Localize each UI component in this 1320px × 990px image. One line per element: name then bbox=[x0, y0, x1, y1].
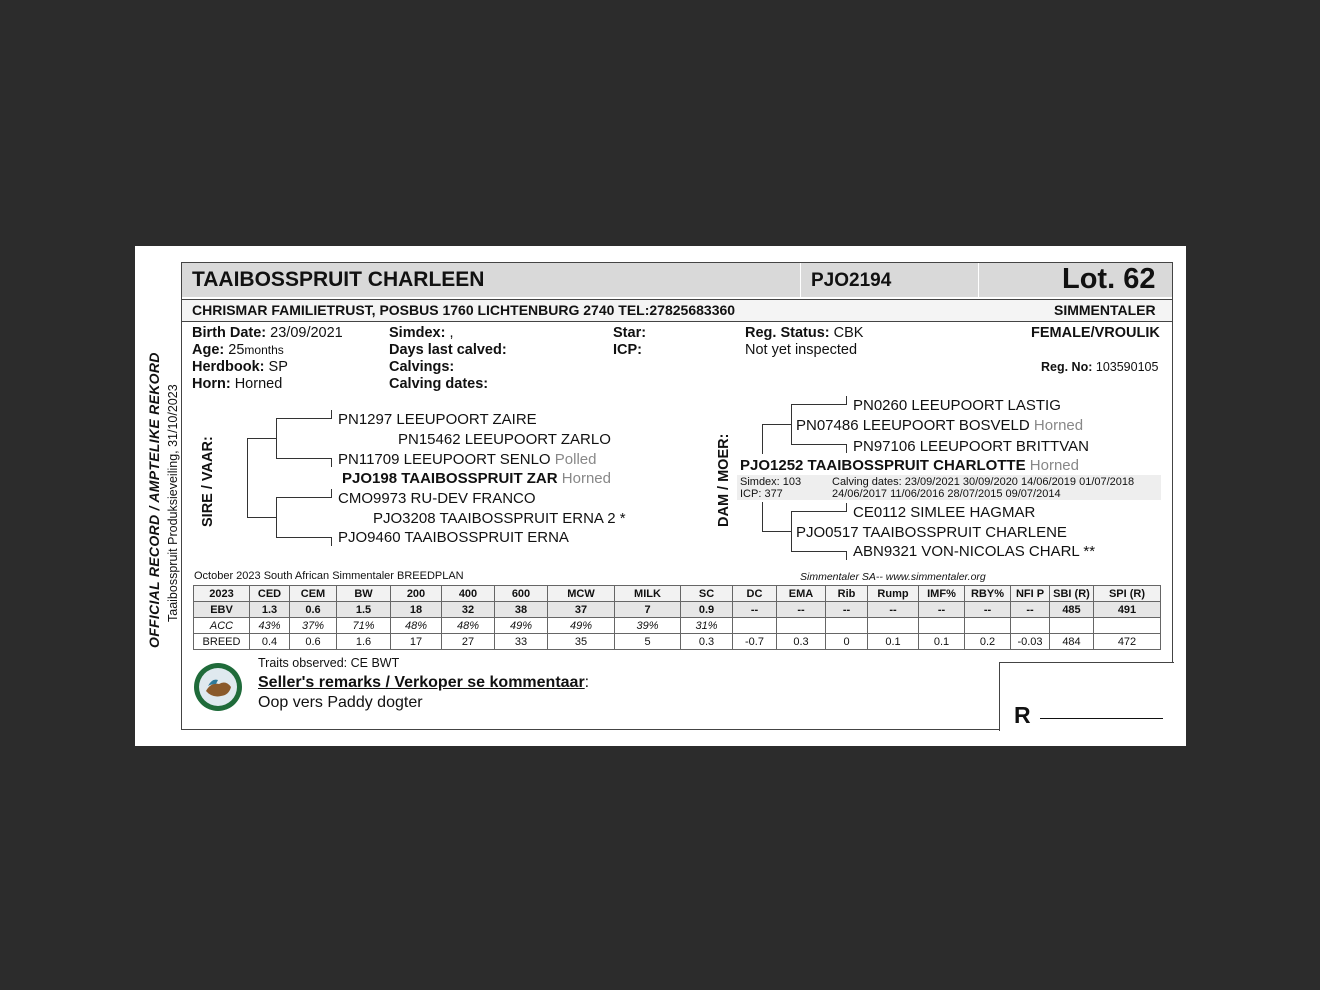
breed-cell: 0.4 bbox=[250, 634, 290, 650]
ebv-cell: -- bbox=[1011, 602, 1050, 618]
dam-calving-dates-1: Calving dates: 23/09/2021 30/09/2020 14/06/2019 01/07/2018 bbox=[832, 476, 1135, 488]
acc-cell: 31% bbox=[681, 618, 733, 634]
ebv-cell: 7 bbox=[615, 602, 681, 618]
herdbook-value: SP bbox=[268, 359, 288, 375]
age-unit: months bbox=[244, 343, 284, 357]
pedigree-line bbox=[247, 517, 276, 518]
breed-cell: 484 bbox=[1050, 634, 1094, 650]
pedigree-line bbox=[331, 489, 332, 498]
ebv-cell: 1.5 bbox=[337, 602, 391, 618]
acc-cell bbox=[1011, 618, 1050, 634]
dam-sire-dam: PN97106 LEEUPOORT BRITTVAN bbox=[853, 438, 1089, 455]
pedigree-line bbox=[846, 503, 847, 512]
pedigree-line bbox=[846, 551, 847, 560]
acc-cell: 43% bbox=[250, 618, 290, 634]
pedigree-line bbox=[276, 458, 332, 459]
sire-label: SIRE / VAAR: bbox=[200, 436, 216, 527]
pedigree-line bbox=[247, 438, 276, 439]
headers-cell: Rib bbox=[826, 586, 868, 602]
pedigree-line bbox=[331, 537, 332, 546]
simdex bbox=[389, 325, 453, 341]
horn bbox=[192, 376, 282, 392]
breed-cell: 17 bbox=[391, 634, 442, 650]
dam-sire bbox=[796, 417, 1083, 434]
sire-dam-sire: CMO9973 RU-DEV FRANCO bbox=[338, 490, 536, 507]
ebv-cell: 0.6 bbox=[290, 602, 337, 618]
reg-status bbox=[745, 325, 863, 341]
pedigree-line bbox=[331, 410, 332, 419]
pedigree-line bbox=[762, 531, 791, 532]
dam bbox=[740, 457, 1079, 474]
ebv-cell: -- bbox=[965, 602, 1011, 618]
dam-simdex: Simdex: 103 bbox=[740, 476, 802, 488]
ebv-cell: -- bbox=[733, 602, 777, 618]
price-blank-line[interactable] bbox=[1040, 718, 1163, 719]
icp-label: ICP: bbox=[613, 342, 642, 358]
acc-cell: 71% bbox=[337, 618, 391, 634]
pedigree-line bbox=[791, 551, 847, 552]
ebv-cell: -- bbox=[777, 602, 826, 618]
calving-dates-label: Calving dates: bbox=[389, 376, 489, 392]
breed-cell: 1.6 bbox=[337, 634, 391, 650]
acc-cell bbox=[826, 618, 868, 634]
reg-status-label: Reg. Status: bbox=[745, 325, 830, 341]
breed-cell: 0.1 bbox=[919, 634, 965, 650]
acc-cell bbox=[919, 618, 965, 634]
headers-cell: MILK bbox=[615, 586, 681, 602]
reg-no bbox=[1041, 360, 1158, 374]
star-label: Star: bbox=[613, 325, 647, 341]
breed-cell: 0.6 bbox=[290, 634, 337, 650]
traits-observed: Traits observed: CE BWT bbox=[258, 656, 400, 670]
headers-cell: SC bbox=[681, 586, 733, 602]
headers-cell: 200 bbox=[391, 586, 442, 602]
ebv-cell: 0.9 bbox=[681, 602, 733, 618]
breedplan-caption: October 2023 South African Simmentaler BREEDPLAN bbox=[194, 570, 464, 582]
headers-cell: SPI (R) bbox=[1094, 586, 1161, 602]
table-row-breed bbox=[194, 634, 1161, 650]
dam-name: PJO1252 TAAIBOSSPRUIT CHARLOTTE bbox=[740, 457, 1026, 474]
dam-horn: Horned bbox=[1029, 457, 1079, 474]
headers-cell: DC bbox=[733, 586, 777, 602]
headers-cell: Rump bbox=[868, 586, 919, 602]
pedigree-line bbox=[276, 418, 332, 419]
headers-cell: NFI P bbox=[1011, 586, 1050, 602]
header-separator bbox=[978, 263, 979, 297]
reg-no-value: 103590105 bbox=[1095, 360, 1159, 374]
breed-cell: 0.3 bbox=[681, 634, 733, 650]
headers-cell: CED bbox=[250, 586, 290, 602]
sire-sire-sire: PN1297 LEEUPOORT ZAIRE bbox=[338, 411, 537, 428]
remarks-colon: : bbox=[584, 674, 590, 691]
remarks-heading bbox=[258, 674, 589, 692]
dam-label: DAM / MOER: bbox=[716, 433, 732, 527]
owner-info: CHRISMAR FAMILIETRUST, POSBUS 1760 LICHTENBURG 2740 TEL:27825683360 bbox=[192, 302, 736, 318]
pedigree-line bbox=[762, 424, 791, 425]
sire-name: PJO198 TAAIBOSSPRUIT ZAR bbox=[342, 470, 558, 487]
dam-sire-name: PN07486 LEEUPOORT BOSVELD bbox=[796, 417, 1030, 434]
headers-cell: MCW bbox=[548, 586, 615, 602]
acc-cell: 48% bbox=[391, 618, 442, 634]
pedigree-line bbox=[791, 511, 847, 512]
table-row-acc bbox=[194, 618, 1161, 634]
inspection-status: Not yet inspected bbox=[745, 342, 858, 358]
acc-cell: 49% bbox=[548, 618, 615, 634]
animal-name: TAAIBOSSPRUIT CHARLEEN bbox=[192, 268, 485, 291]
breed-cell: 472 bbox=[1094, 634, 1161, 650]
acc-cell bbox=[1050, 618, 1094, 634]
sale-name-label: Taaibosspruit Produksieveiling, 31/10/2023 bbox=[166, 384, 180, 622]
breed-cell: 0.3 bbox=[777, 634, 826, 650]
sire bbox=[342, 470, 611, 487]
breed-cell: 35 bbox=[548, 634, 615, 650]
official-record-label: OFFICIAL RECORD / AMPTELIKE REKORD bbox=[146, 352, 162, 648]
ebv-cell: 32 bbox=[442, 602, 495, 618]
ebv-cell: 38 bbox=[495, 602, 548, 618]
ebv-cell: 491 bbox=[1094, 602, 1161, 618]
ebv-cell: 485 bbox=[1050, 602, 1094, 618]
ebv-cell: 37 bbox=[548, 602, 615, 618]
acc-cell: 49% bbox=[495, 618, 548, 634]
lot-number: Lot. 62 bbox=[1062, 263, 1156, 295]
acc-cell bbox=[733, 618, 777, 634]
pedigree-line bbox=[276, 497, 332, 498]
reg-no-label: Reg. No: bbox=[1041, 360, 1093, 374]
horn-label: Horn: bbox=[192, 376, 231, 392]
breed-cell: 5 bbox=[615, 634, 681, 650]
sire-sire-dam-horn: Polled bbox=[554, 451, 597, 468]
sire-sire-dam-name: PN11709 LEEUPOORT SENLO bbox=[338, 451, 551, 468]
reg-status-value: CBK bbox=[833, 325, 864, 341]
breed-cell: 0.1 bbox=[868, 634, 919, 650]
horn-value: Horned bbox=[234, 376, 283, 392]
headers-cell: CEM bbox=[290, 586, 337, 602]
ebv-cell: 18 bbox=[391, 602, 442, 618]
pedigree-line bbox=[791, 404, 847, 405]
acc-cell bbox=[965, 618, 1011, 634]
dam-dam-sire: CE0112 SIMLEE HAGMAR bbox=[853, 504, 1036, 521]
birth-date-value: 23/09/2021 bbox=[270, 325, 343, 341]
remarks-label: Seller's remarks / Verkoper se kommentaar bbox=[258, 674, 585, 691]
headers-cell: RBY% bbox=[965, 586, 1011, 602]
calvings-label: Calvings: bbox=[389, 359, 455, 375]
simdex-label: Simdex: bbox=[389, 325, 446, 341]
pedigree-line bbox=[247, 438, 248, 518]
breed-cell: -0.03 bbox=[1011, 634, 1050, 650]
animal-id: PJO2194 bbox=[811, 270, 892, 291]
headers-cell: 400 bbox=[442, 586, 495, 602]
pedigree-line bbox=[276, 418, 277, 459]
breed-cell: 0.2 bbox=[965, 634, 1011, 650]
headers-cell: 600 bbox=[495, 586, 548, 602]
headers-cell: 2023 bbox=[194, 586, 250, 602]
breed-cell: 33 bbox=[495, 634, 548, 650]
headers-cell: BW bbox=[337, 586, 391, 602]
acc-cell: 48% bbox=[442, 618, 495, 634]
acc-cell: ACC bbox=[194, 618, 250, 634]
ebv-cell: -- bbox=[826, 602, 868, 618]
dam-sire-horn: Horned bbox=[1033, 417, 1084, 434]
ebv-cell: -- bbox=[919, 602, 965, 618]
society-logo-icon bbox=[193, 662, 243, 712]
acc-cell: 37% bbox=[290, 618, 337, 634]
dam-calving-dates-2: 24/06/2017 11/06/2016 28/07/2015 09/07/2014 bbox=[832, 488, 1061, 500]
acc-cell bbox=[868, 618, 919, 634]
birth-date bbox=[192, 325, 343, 341]
breedplan-table bbox=[193, 585, 1161, 650]
birth-date-label: Birth Date: bbox=[192, 325, 267, 341]
breedplan-website: Simmentaler SA-- www.simmentaler.org bbox=[800, 571, 986, 583]
age bbox=[192, 342, 284, 358]
breed-cell: 27 bbox=[442, 634, 495, 650]
headers-cell: IMF% bbox=[919, 586, 965, 602]
headers-cell: SBI (R) bbox=[1050, 586, 1094, 602]
acc-cell bbox=[777, 618, 826, 634]
ebv-cell: 1.3 bbox=[250, 602, 290, 618]
pedigree-line bbox=[762, 424, 763, 454]
age-label: Age: bbox=[192, 342, 225, 358]
dam-icp: ICP: 377 bbox=[740, 488, 783, 500]
pedigree-line bbox=[276, 537, 332, 538]
days-last-calved-label: Days last calved: bbox=[389, 342, 507, 358]
pedigree-line bbox=[846, 444, 847, 453]
headers-cell: EMA bbox=[777, 586, 826, 602]
sire-sire: PN15462 LEEUPOORT ZARLO bbox=[398, 431, 611, 448]
pedigree-line bbox=[762, 502, 763, 532]
sire-horn: Horned bbox=[561, 470, 611, 487]
ebv-cell: EBV bbox=[194, 602, 250, 618]
herdbook bbox=[192, 359, 288, 375]
pedigree-line bbox=[791, 444, 847, 445]
dam-sire-sire: PN0260 LEEUPOORT LASTIG bbox=[853, 397, 1061, 414]
sire-dam-dam: PJO9460 TAAIBOSSPRUIT ERNA bbox=[338, 529, 569, 546]
remarks-text: Oop vers Paddy dogter bbox=[258, 694, 423, 711]
table-row-ebv bbox=[194, 602, 1161, 618]
breed-cell: 0 bbox=[826, 634, 868, 650]
dam-dam: PJO0517 TAAIBOSSPRUIT CHARLENE bbox=[796, 524, 1067, 541]
table-row-header bbox=[194, 586, 1161, 602]
age-value: 25 bbox=[228, 342, 245, 358]
sire-sire-dam bbox=[338, 451, 596, 468]
dam-dam-dam: ABN9321 VON-NICOLAS CHARL ** bbox=[853, 543, 1096, 560]
herdbook-label: Herdbook: bbox=[192, 359, 265, 375]
simdex-value: , bbox=[449, 325, 454, 341]
acc-cell bbox=[1094, 618, 1161, 634]
pedigree-line bbox=[791, 404, 792, 445]
header-separator bbox=[800, 263, 801, 297]
acc-cell: 39% bbox=[615, 618, 681, 634]
price-label: R bbox=[1014, 702, 1031, 728]
pedigree-line bbox=[331, 458, 332, 467]
sex: FEMALE/VROULIK bbox=[1031, 325, 1160, 341]
sire-dam: PJO3208 TAAIBOSSPRUIT ERNA 2 * bbox=[373, 510, 626, 527]
pedigree-line bbox=[846, 396, 847, 405]
breed-name: SIMMENTALER bbox=[1054, 302, 1156, 318]
breed-cell: BREED bbox=[194, 634, 250, 650]
pedigree-line bbox=[791, 511, 792, 552]
pedigree-line bbox=[276, 497, 277, 538]
ebv-cell: -- bbox=[868, 602, 919, 618]
breed-cell: -0.7 bbox=[733, 634, 777, 650]
